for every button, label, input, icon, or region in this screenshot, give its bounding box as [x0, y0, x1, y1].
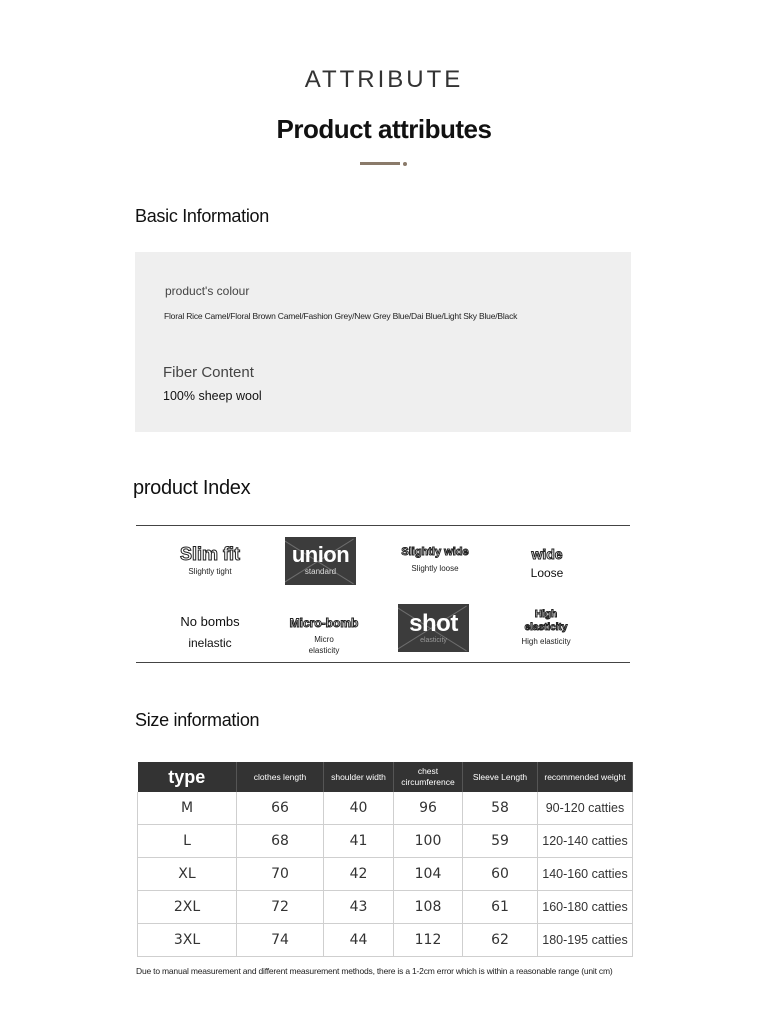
weight-cell: 140-160 catties — [538, 858, 633, 891]
table-row — [138, 924, 633, 957]
fit-wide — [492, 546, 602, 580]
column-header: shoulder width — [324, 762, 394, 792]
elastic-micro-title: Micro-bomb — [289, 616, 359, 630]
index-top-divider — [136, 525, 630, 526]
length-cell: 70 — [237, 858, 324, 891]
weight-cell: 120-140 catties — [538, 825, 633, 858]
size-cell: XL — [138, 858, 237, 891]
table-row — [138, 825, 633, 858]
weight-cell: 180-195 catties — [538, 924, 633, 957]
fit-slim — [155, 544, 265, 576]
size-cell: 3XL — [138, 924, 237, 957]
elastic-high-sub: High elasticity — [521, 637, 571, 646]
sleeve-cell: 58 — [463, 792, 538, 825]
table-row — [138, 891, 633, 924]
fit-slim-title: Slim fit — [179, 544, 240, 564]
fit-union-selected — [285, 537, 356, 585]
colour-label: product's colour — [165, 284, 250, 298]
shoulder-cell: 43 — [324, 891, 394, 924]
fit-slightly-wide-sub: Slightly loose — [411, 564, 459, 573]
basic-information-heading: Basic Information — [135, 206, 269, 226]
elastic-none — [155, 614, 265, 650]
size-cell: M — [138, 792, 237, 825]
table-row — [138, 858, 633, 891]
column-header: chest circumference — [394, 762, 463, 792]
colour-value: Floral Rice Camel/Floral Brown Camel/Fashion Grey/New Grey Blue/Dai Blue/Light Sky Blue/Black — [164, 311, 518, 321]
elastic-high-title: High elasticity — [524, 609, 568, 633]
weight-cell: 160-180 catties — [538, 891, 633, 924]
elastic-micro-sub: Micro elasticity — [308, 635, 340, 655]
chest-cell: 96 — [394, 792, 463, 825]
fit-union-sub: standard — [304, 567, 337, 576]
elastic-high — [491, 608, 601, 646]
fit-slightly-wide — [380, 546, 490, 573]
shoulder-cell: 44 — [324, 924, 394, 957]
weight-cell: 90-120 catties — [538, 792, 633, 825]
column-header: clothes length — [237, 762, 324, 792]
fit-union-title: union — [291, 542, 350, 567]
size-table-header — [138, 762, 633, 792]
fiber-content-value: 100% sheep wool — [163, 389, 262, 403]
chest-cell: 108 — [394, 891, 463, 924]
elastic-shot-sub: elasticity — [420, 637, 447, 644]
title-divider-dot — [403, 162, 407, 166]
page-title: Product attributes — [276, 114, 492, 144]
fit-wide-title: wide — [531, 546, 563, 562]
elastic-shot-selected — [398, 604, 469, 652]
length-cell: 72 — [237, 891, 324, 924]
size-cell: 2XL — [138, 891, 237, 924]
elastic-shot-title: shot — [409, 610, 458, 637]
size-table — [137, 762, 633, 957]
basic-information-panel — [135, 252, 631, 432]
index-bottom-divider — [136, 662, 630, 663]
size-information-heading: Size information — [135, 710, 260, 730]
measurement-note: Due to manual measurement and different measurement methods, there is a 1-2cm error which is within a reasonable range (unit cm) — [136, 966, 613, 976]
product-index-heading: product Index — [133, 477, 251, 499]
shoulder-cell: 40 — [324, 792, 394, 825]
length-cell: 68 — [237, 825, 324, 858]
fit-slightly-wide-title: Slightly wide — [401, 546, 469, 558]
title-divider — [360, 162, 400, 165]
table-row — [138, 792, 633, 825]
column-header: type — [138, 762, 237, 792]
length-cell: 74 — [237, 924, 324, 957]
column-header: Sleeve Length — [463, 762, 538, 792]
fit-wide-sub: Loose — [530, 566, 564, 580]
sleeve-cell: 59 — [463, 825, 538, 858]
sleeve-cell: 60 — [463, 858, 538, 891]
chest-cell: 112 — [394, 924, 463, 957]
elastic-none-title: No bombs — [180, 614, 240, 629]
fiber-content-label: Fiber Content — [163, 364, 254, 381]
chest-cell: 100 — [394, 825, 463, 858]
size-cell: L — [138, 825, 237, 858]
sleeve-cell: 62 — [463, 924, 538, 957]
attribute-eyebrow: ATTRIBUTE — [304, 66, 464, 93]
column-header: recommended weight — [538, 762, 633, 792]
elastic-micro — [269, 616, 379, 656]
elastic-none-sub: inelastic — [188, 636, 232, 650]
shoulder-cell: 42 — [324, 858, 394, 891]
fit-slim-sub: Slightly tight — [188, 567, 232, 576]
chest-cell: 104 — [394, 858, 463, 891]
sleeve-cell: 61 — [463, 891, 538, 924]
length-cell: 66 — [237, 792, 324, 825]
shoulder-cell: 41 — [324, 825, 394, 858]
